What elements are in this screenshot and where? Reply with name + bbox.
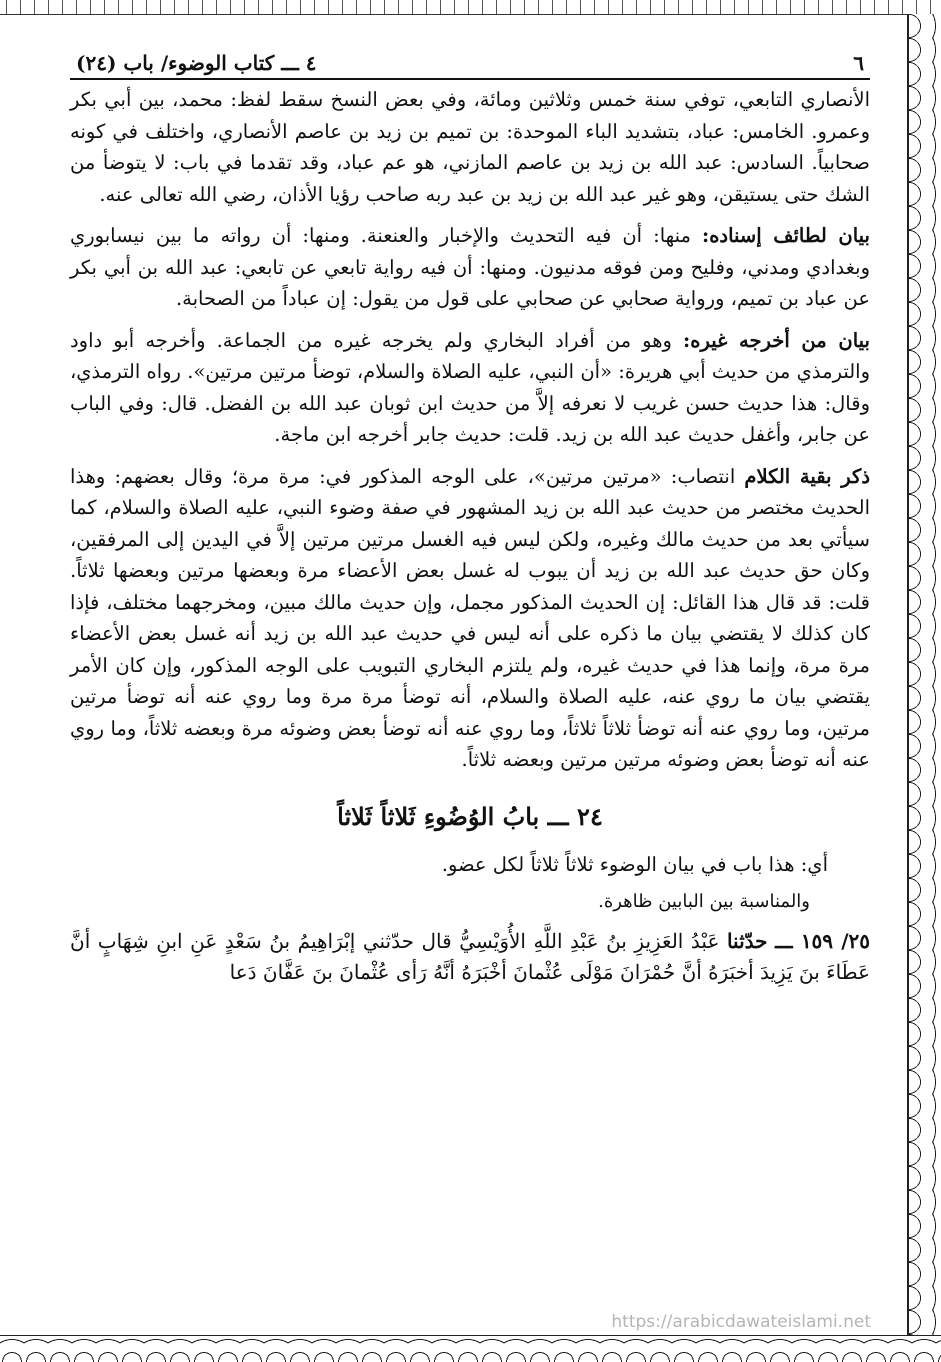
paragraph-text: الأنصاري التابعي، توفي سنة خمس وثلاثين ومائة، وفي بعض النسخ سقط لفظ: محمد، بين أبي بكر وعمرو. الخامس: عباد، بتشديد الباء الموحدة: بن تميم بن زيد بن عاصم الأنصاري، واختلف في كونه صحابياً. السادس: عبد الله بن زيد بن عاصم المازني، هو عم عباد، وقد تقدما في باب: لا يتوضأ من الشك حتى يستيقن، وهو غير عبد الله بن زيد بن عبد ربه صاحب رؤيا الأذان، رضي الله تعالى عنه.: [70, 88, 870, 206]
hadith-opening: حدّثنا: [726, 928, 768, 953]
paragraph-isnad-subtleties: [70, 220, 870, 315]
chapter-note: أي: هذا باب في بيان الوضوء ثلاثاً ثلاثاً لكل عضو.: [441, 852, 828, 876]
running-title: ٤ ـــ كتاب الوضوء/ باب (٢٤): [76, 51, 317, 75]
paragraph-text: منها: أن فيه التحديث والإخبار والعنعنة. ومنها: أن رواته ما بين نيسابوري وبغدادي ومدني، وفليح ومن فوقه مدنيون. ومنها: أن فيه رواية تابعي عن تابعي: عبد الله بن أبي بكر عن عباد بن تميم، ورواية صحابي عن صحابي على قول من يقول: إن عباداً من الصحابة.: [70, 224, 870, 310]
book-page: [70, 48, 870, 1333]
paragraph-label: بيان من أخرجه غيره:: [683, 328, 870, 352]
chapter-note: والمناسبة بين البابين ظاهرة.: [598, 891, 810, 912]
paragraph-label: بيان لطائف إسناده:: [702, 224, 870, 247]
paragraph-text: وهو من أفراد البخاري ولم يخرجه غيره من الجماعة. وأخرجه أبو داود والترمذي من حديث أبي هريرة: «أن النبي، عليه الصلاة والسلام، توضأ مرتين مرتين». رواه الترمذي، وقال: هذا حديث حسن غريب لا نعرفه إلاَّ من حديث ابن ثوبان عبد الله بن الفضل. قال: وفي الباب عن جابر، وأغفل حديث عبد الله بن زيد. قلت: حديث جابر أخرجه ابن ماجة.: [70, 328, 870, 446]
hadith-text: [70, 926, 870, 988]
chapter-heading: ٢٤ ـــ بابُ الوُضُوءِ ثَلاثاً ثَلاثاً: [337, 801, 603, 831]
watermark-link[interactable]: https://arabicdawateislami.net: [611, 1312, 871, 1332]
paragraph-narrators: [70, 84, 870, 210]
page-header: [70, 48, 870, 80]
paragraph-text: انتصاب: «مرتين مرتين»، على الوجه المذكور في: مرة مرة؛ وقال بعضهم: وهذا الحديث مختصر من حديث عبد الله بن زيد المشهور في صفة وضوء النبي، عليه الصلاة والسلام، كما سيأتي بعد من حديث مالك وغيره، ولكن ليس فيه الغسل مرتين مرتين إلاَّ في اليدين إلى المرفقين، وكان حق حديث عبد الله بن زيد أن يبوب له غسل بعض الأعضاء مرة وبعضها مرتين وبعضها ثلاثاً. قلت: قد قال هذا القائل: إن الحديث المذكور مجمل، وإن حديث مالك مبين، ومخرجهما مختلف، فإذا كان كذلك لا يقتضي بيان ما ذكره على أنه ليس في حديث عبد الله بن زيد أنه غسل بعض الأعضاء مرة مرة، وإنما هذا في حديث غيره، ولم يلتزم البخاري التبويب على الوجه المذكور، وإن كان الأمر يقتضي بيان ما روي عنه، عليه الصلاة والسلام، أنه توضأ مرة مرة وما روي عنه أنه توضأ مرتين مرتين، وما روي عنه أنه توضأ ثلاثاً ثلاثاً، وما روي عنه أنه توضأ بعض وضوئه مرة وبعضه ثلاثاً، وما روي عنه أنه توضأ بعض وضوئه مرتين مرتين وبعضه ثلاثاً.: [70, 464, 870, 771]
paragraph-remaining-discussion: [70, 461, 870, 776]
hadith-body: عَبْدُ العَزِيزِ بنُ عَبْدِ اللَّهِ الأُوَيْسِيُّ قال حدّثني إبْرَاهِيمُ بنُ سَعْدٍ عَنِ ابنِ شِهَابٍ أنَّ عَطَاءَ بنَ يَزِيدَ أخبَرَهُ أنَّ حُمْرَانَ مَوْلَى عُثْمانَ أخْبَرَهُ أنَّهُ رَأى عُثْمانَ بنَ عَفَّانَ دَعا: [70, 928, 870, 984]
hadith-number: ٢٥/ ١٥٩ ـــ: [775, 928, 870, 953]
right-ornament-border: [907, 14, 941, 1336]
paragraph-label: ذكر بقية الكلام: [744, 464, 870, 488]
page-number: ٦: [853, 51, 864, 75]
paragraph-other-narrators: [70, 325, 870, 451]
bottom-ornament-border: [0, 1335, 941, 1362]
top-ornament-border: [0, 0, 941, 15]
